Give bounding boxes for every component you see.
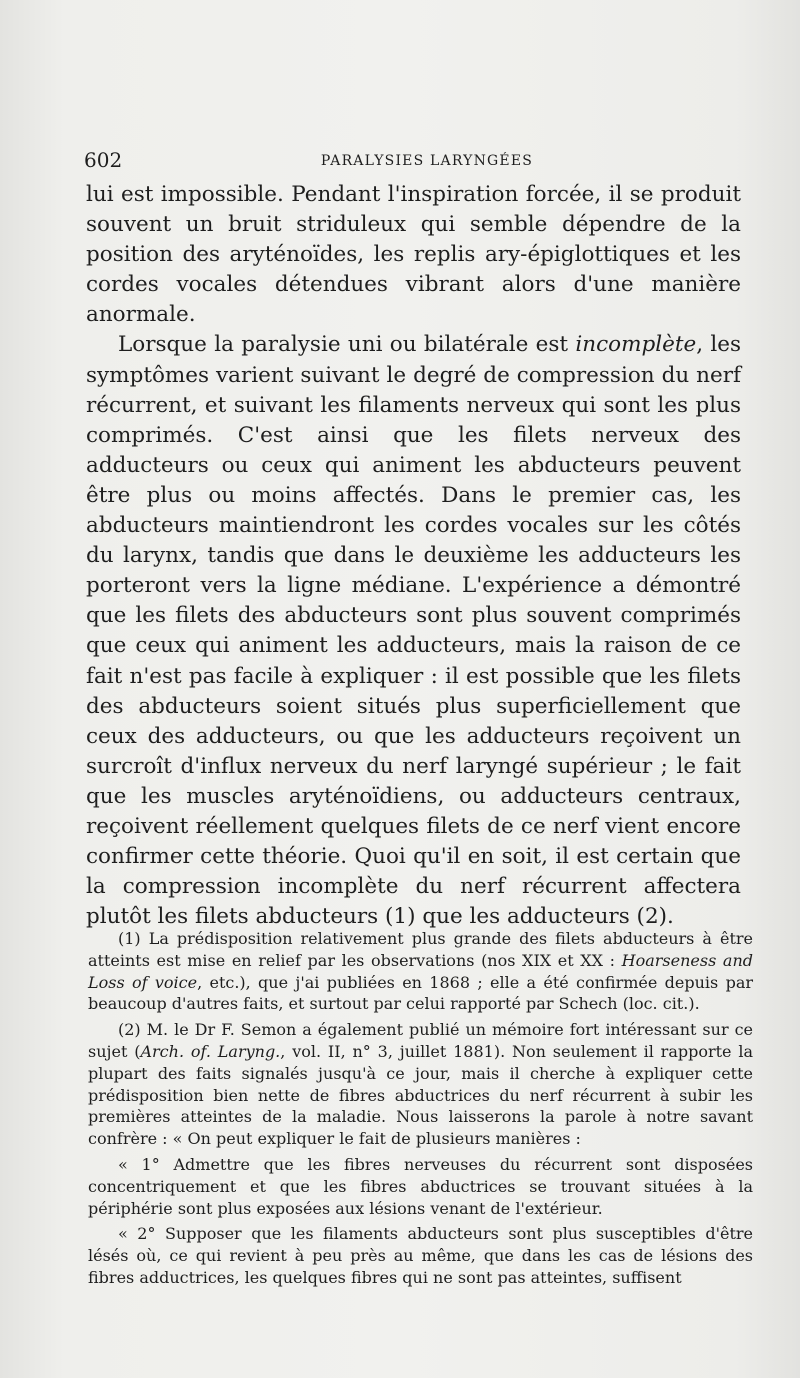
italic-incomplete: incomplète [575,332,697,358]
footnotes [88,928,753,1289]
paragraph-2-rest: , les symptômes varient suivant le degré de compression du nerf récurrent, et suivant les filaments nerveux qui sont les plus comprimés. C'est ainsi que les filets nerveux des adducteurs ou ceux qui animent les abducteurs peuvent être plus ou moins affectés. Dans le premier cas, les abducteurs maintiendront les cordes vocales sur les côtés du larynx, tandis que dans le deuxième les adducteurs les porteront vers la ligne médiane. L'expérience a démontré que les filets des abducteurs sont plus souvent comprimés que ceux qui animent les adducteurs, mais la raison de ce fait n'est pas facile à expliquer : il est possible que les filets des abducteurs soient situés plus superficiellement que ceux des adducteurs, ou que les adducteurs reçoivent un surcroît d'influx nerveux du nerf laryngé supérieur ; le fait que les muscles aryténoïdiens, ou adducteurs centraux, reçoivent réellement quelques filets de ce nerf vient encore confirmer cette théorie. Quoi qu'il en soit, il est certain que la compression incomplète du nerf récurrent affectera plutôt les filets abducteurs (1) que les adducteurs (2). [86,332,741,930]
footnote-quote-1: « 1° Admettre que les fibres nerveuses du récurrent sont disposées concentriquement et que les fibres abductrices se trouvant situées à la périphérie sont plus exposées aux lésions venant de l'extérieur. [88,1154,753,1218]
footnote-2-italic: Arch. of. Laryng. [140,1041,281,1061]
footnote-1 [88,928,753,1015]
footnote-2-end: , vol. II, n° 3, juillet 1881). Non seulement il rapporte la plupart des faits signalés jusqu'à ce jour, mais il cherche à expliquer cette prédisposition bien nette de fibres abductrices du nerf récurrent à subir les premières atteintes de la maladie. Nous laisserons la parole à notre savant confrère : « On peut expliquer le fait de plusieurs manières : [88,1041,754,1149]
footnote-2 [88,1019,753,1150]
footnote-2-start: (2) M. le Dr F. Semon a également publié un mémoire fort intéressant sur ce sujet ( [88,1020,753,1061]
paragraph-2-start: Lorsque la paralysie uni ou bilatérale est [118,332,576,358]
main-text [86,180,741,932]
paragraph-2 [86,330,741,932]
page-number: 602 [84,148,123,172]
footnote-1-end: , etc.), que j'ai publiées en 1868 ; elle a été confirmée depuis par beaucoup d'autres faits, et surtout par celui rapporté par Schech (loc. cit.). [88,972,754,1014]
footnote-quote-2: « 2° Supposer que les filaments abducteurs sont plus susceptibles d'être lésés où, ce qui revient à peu près au même, que dans les cas de lésions des fibres adductrices, les quelques fibres qui ne sont pas atteintes, suffisent [88,1224,753,1287]
footnote-1-italic: Hoarseness and Loss of voice [88,950,753,992]
page-header [84,146,740,174]
running-title: PARALYSIES LARYNGÉES [320,153,534,169]
paragraph-1: lui est impossible. Pendant l'inspiration forcée, il se produit souvent un bruit striduleux qui semble dépendre de la position des aryténoïdes, les replis ary-épiglottiques et les cordes vocales détendues vibrant alors d'une manière anormale. [86,182,741,328]
footnote-1-start: (1) La prédisposition relativement plus grande des filets abducteurs à être atteints est mise en relief par les observations (nos XIX et XX : [88,929,753,970]
